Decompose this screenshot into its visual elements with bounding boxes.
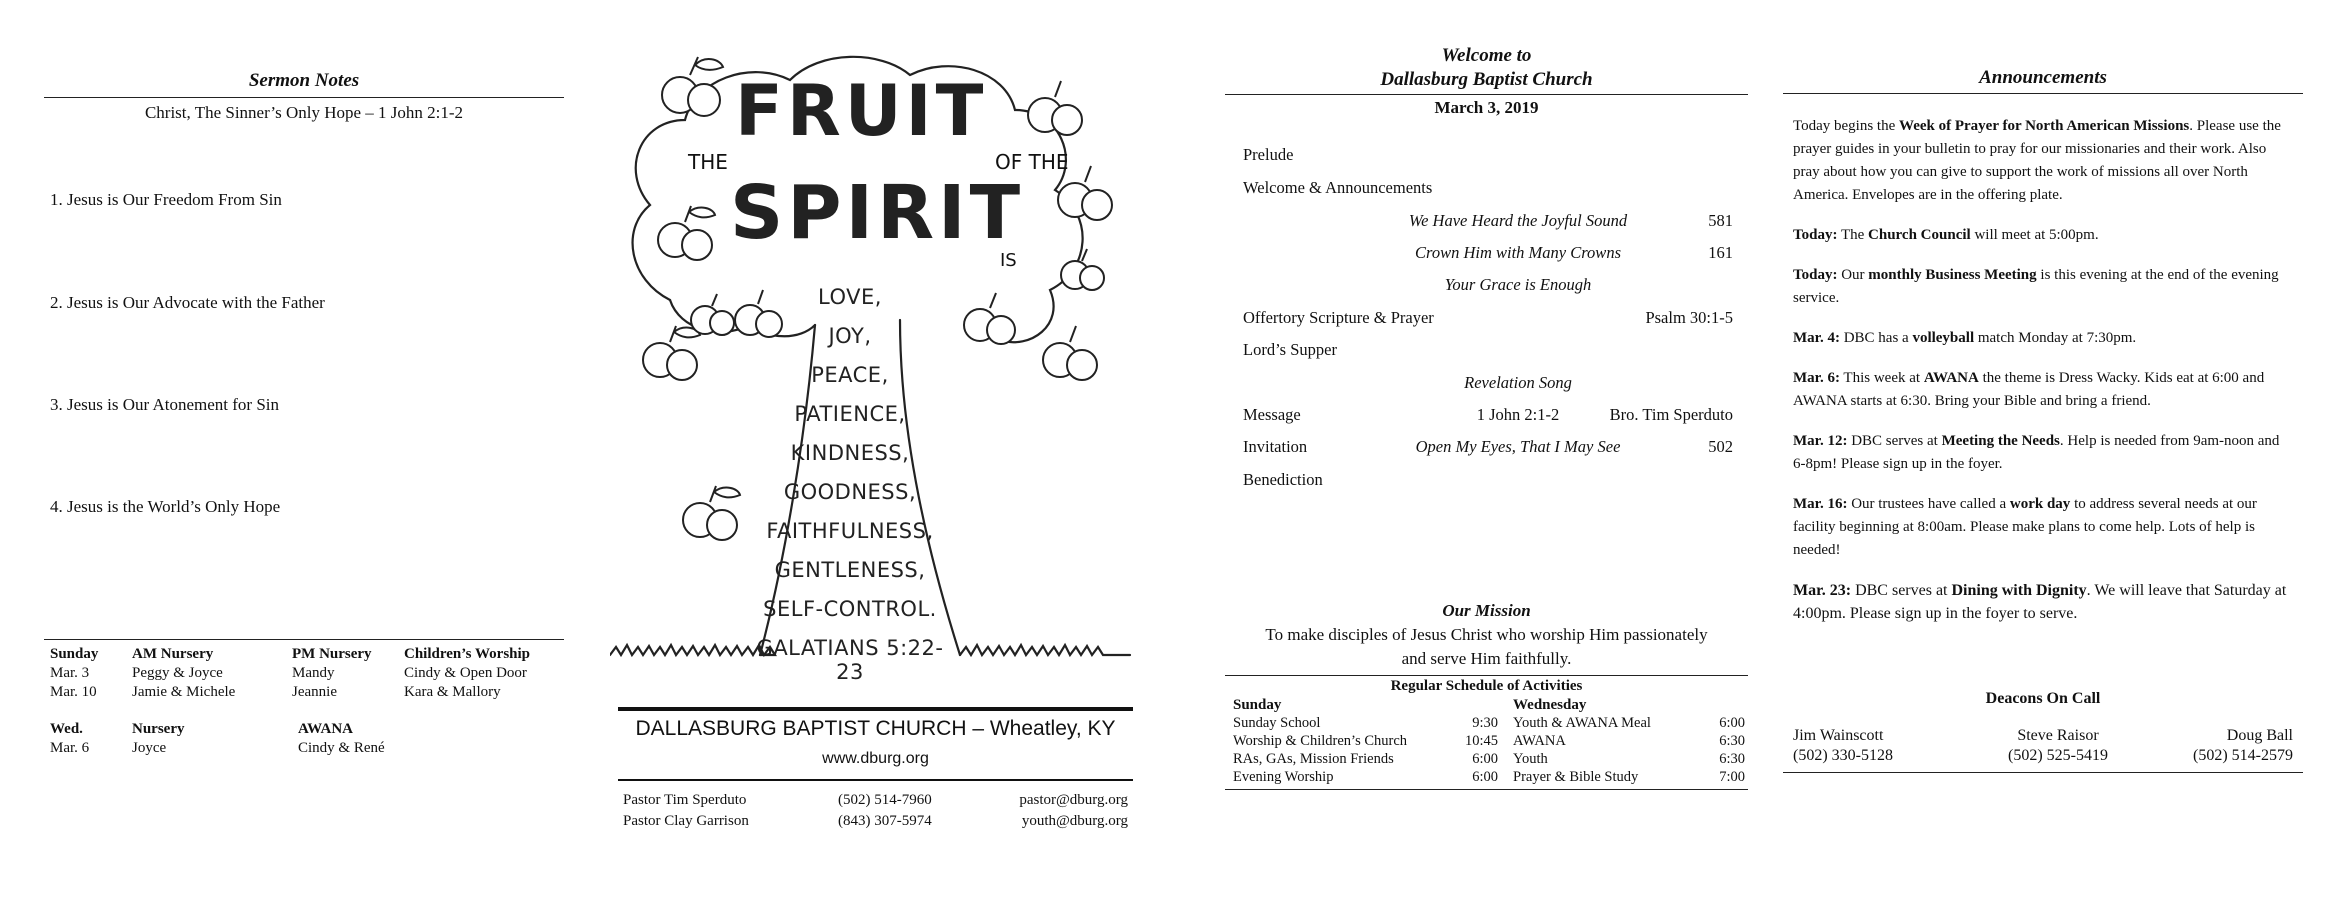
sermon-notes-rule: [44, 97, 564, 98]
apple-icon: [643, 326, 700, 380]
deacon-entry: [2173, 726, 2293, 766]
apple-icon: [1028, 81, 1082, 135]
deacon-phone: (502) 514-2579: [2193, 747, 2293, 764]
deacon-name: Jim Wainscott: [1793, 727, 1884, 744]
pastor-contacts: [623, 792, 1128, 834]
nursery-head: PM Nursery: [292, 646, 372, 662]
nursery-cell: Jamie & Michele: [132, 684, 236, 700]
service-item: Your Grace is Enough: [1444, 275, 1592, 294]
welcome-rule: [1225, 94, 1748, 95]
schedule-row: Worship & Children’s Church 10:45: [1233, 733, 1498, 749]
announcement-item: Mar. 16: Our trustees have called a work day to address several needs at our facility beginning at 8:00am. Please make plans to come help. Lots of help is needed!: [1793, 496, 2257, 558]
pastor-email[interactable]: pastor@dburg.org: [1019, 792, 1128, 808]
cover-fruit-word: FRUIT: [735, 70, 988, 152]
announcement-item: Mar. 12: DBC serves at Meeting the Needs. Help is needed from 9am-noon and 6-8pm! Please sign up in the foyer.: [1793, 433, 2280, 472]
cover-of-the: OF THE: [995, 150, 1069, 174]
deacon-name: Steve Raisor: [2017, 727, 2099, 744]
nursery-cell: Mar. 6: [50, 740, 90, 756]
announcements-title: Announcements: [1979, 67, 2107, 88]
schedule-row: Prayer & Bible Study 7:00: [1513, 769, 1745, 785]
church-website: www.dburg.org: [822, 750, 929, 767]
virtue-word: JOY,: [828, 324, 872, 348]
apple-icon: [662, 57, 723, 116]
nursery-schedule: [50, 646, 570, 759]
schedule-wednesday: [1513, 696, 1745, 786]
deacon-phone: (502) 330-5128: [1793, 747, 1893, 764]
apple-icon: [683, 486, 740, 540]
sermon-notes-title: Sermon Notes: [248, 70, 360, 91]
apple-icon: [1043, 326, 1097, 380]
nursery-head: Wed.: [50, 721, 83, 737]
nursery-cell: Kara & Mallory: [404, 684, 501, 700]
pastor-name: Pastor Tim Sperduto: [623, 792, 747, 808]
mission-line-1: To make disciples of Jesus Christ who worship Him passionately: [1265, 625, 1708, 644]
apple-icon: [964, 293, 1015, 344]
deacon-entry: [2003, 726, 2113, 766]
nursery-cell: Mar. 10: [50, 684, 97, 700]
deacon-entry: [1793, 726, 1893, 766]
nursery-rule: [44, 639, 564, 640]
announcement-item: Today begins the Week of Prayer for North American Missions. Please use the prayer guides in your bulletin to pray for our missionaries and their work. Also pray about how you can give to support the work of missions all over North America. Envelopes are in the offering plate.: [1793, 118, 2281, 203]
nursery-head: AWANA: [298, 721, 354, 737]
schedule-sunday: [1233, 696, 1498, 786]
cover-thin-rule: [618, 779, 1133, 781]
pastor-email[interactable]: youth@dburg.org: [1021, 813, 1128, 829]
service-item: Offertory Scripture & Prayer Psalm 30:1-5: [1243, 308, 1733, 327]
virtue-word: PEACE,: [811, 363, 889, 387]
service-item: We Have Heard the Joyful Sound 581: [1408, 211, 1733, 230]
schedule-sunday-label: Sunday: [1233, 697, 1282, 713]
nursery-head: Nursery: [132, 721, 185, 737]
nursery-head: Sunday: [50, 646, 99, 662]
welcome-line-1: Welcome to: [1441, 45, 1532, 66]
cover-spirit-word: SPIRIT: [730, 170, 1025, 256]
nursery-cell: Mandy: [292, 665, 335, 681]
nursery-cell: Peggy & Joyce: [132, 665, 223, 681]
schedule-rule-top: [1225, 675, 1748, 676]
nursery-cell: Mar. 3: [50, 665, 90, 681]
apple-icon: [1058, 166, 1112, 220]
service-item: Benediction: [1243, 470, 1323, 489]
schedule-rule-bottom: [1225, 789, 1748, 790]
service-date: March 3, 2019: [1434, 98, 1539, 117]
sermon-point: 3. Jesus is Our Atonement for Sin: [50, 395, 280, 414]
schedule-wednesday-label: Wednesday: [1513, 697, 1587, 713]
nursery-head: Children’s Worship: [404, 646, 531, 662]
sermon-point: 4. Jesus is the World’s Only Hope: [50, 497, 281, 516]
cover-the-left: THE: [688, 150, 728, 174]
nursery-cell: Cindy & Open Door: [404, 665, 527, 681]
virtue-word: FAITHFULNESS,: [766, 519, 934, 543]
mission-line-2: and serve Him faithfully.: [1401, 649, 1572, 668]
schedule-row: AWANA 6:30: [1513, 733, 1745, 749]
announcement-item: Today: The Church Council will meet at 5:00pm.: [1793, 227, 2099, 243]
sermon-point: 1. Jesus is Our Freedom From Sin: [50, 190, 282, 209]
service-item: Invitation Open My Eyes, That I May See 502: [1243, 437, 1733, 456]
sermon-subtitle: Christ, The Sinner’s Only Hope – 1 John 2:1-2: [144, 103, 464, 122]
announcement-item: Today: Our monthly Business Meeting is this evening at the end of the evening service.: [1793, 267, 2279, 306]
schedule-row: Youth 6:30: [1513, 751, 1745, 767]
service-item: Message 1 John 2:1-2 Bro. Tim Sperduto: [1243, 405, 1733, 424]
service-item: Prelude: [1243, 145, 1294, 164]
schedule-row: Evening Worship 6:00: [1233, 769, 1498, 785]
scripture-reference: GALATIANS 5:22-23: [756, 636, 944, 684]
nursery-head: AM Nursery: [132, 646, 214, 662]
service-item: Lord’s Supper: [1243, 340, 1337, 359]
apple-icon: [658, 206, 715, 260]
deacon-name: Doug Ball: [2226, 727, 2293, 744]
service-item: Welcome & Announcements: [1243, 178, 1433, 197]
schedule-row: Sunday School 9:30: [1233, 715, 1498, 731]
virtue-word: KINDNESS,: [790, 441, 910, 465]
schedule-row: Youth & AWANA Meal 6:00: [1513, 715, 1745, 731]
mission-title: Our Mission: [1442, 601, 1531, 620]
pastor-name: Pastor Clay Garrison: [623, 813, 749, 829]
nursery-cell: Joyce: [132, 740, 167, 756]
nursery-cell: Cindy & René: [298, 740, 385, 756]
pastor-phone: (843) 307-5974: [838, 813, 932, 829]
schedule-title: Regular Schedule of Activities: [1390, 678, 1583, 694]
virtue-word: SELF-CONTROL.: [763, 597, 937, 621]
announcement-item: Mar. 4: DBC has a volleyball match Monday at 7:30pm.: [1793, 330, 2137, 346]
cover-is: IS: [1000, 250, 1017, 271]
sermon-point: 2. Jesus is Our Advocate with the Father: [50, 293, 325, 312]
service-item: Crown Him with Many Crowns 161: [1415, 243, 1733, 262]
nursery-cell: Jeannie: [292, 684, 337, 700]
virtue-word: PATIENCE,: [794, 402, 906, 426]
cover-thick-rule: [618, 707, 1133, 711]
pastor-phone: (502) 514-7960: [838, 792, 932, 808]
deacon-phone: (502) 525-5419: [2008, 747, 2108, 764]
announcements-list: [1793, 115, 2293, 642]
deacons-rule: [1783, 772, 2303, 773]
virtue-word: GENTLENESS,: [774, 558, 926, 582]
virtue-word: GOODNESS,: [783, 480, 917, 504]
apple-icon: [691, 294, 734, 335]
schedule-row: RAs, GAs, Mission Friends 6:00: [1233, 751, 1498, 767]
announcement-item: Mar. 23: DBC serves at Dining with Dignity. We will leave that Saturday at 4:00pm. Please sign up in the foyer to serve.: [1793, 582, 2287, 622]
virtue-word: LOVE,: [818, 285, 882, 309]
church-name: DALLASBURG BAPTIST CHURCH – Wheatley, KY: [635, 717, 1116, 740]
deacons-title: Deacons On Call: [1985, 690, 2101, 707]
announcement-item: Mar. 6: This week at AWANA the theme is Dress Wacky. Kids eat at 6:00 and AWANA starts at 6:30. Bring your Bible and bring a friend.: [1793, 370, 2265, 409]
service-item: Revelation Song: [1464, 373, 1572, 392]
welcome-line-2: Dallasburg Baptist Church: [1380, 69, 1593, 90]
announcements-rule: [1783, 93, 2303, 94]
apple-icon: [1061, 249, 1104, 290]
